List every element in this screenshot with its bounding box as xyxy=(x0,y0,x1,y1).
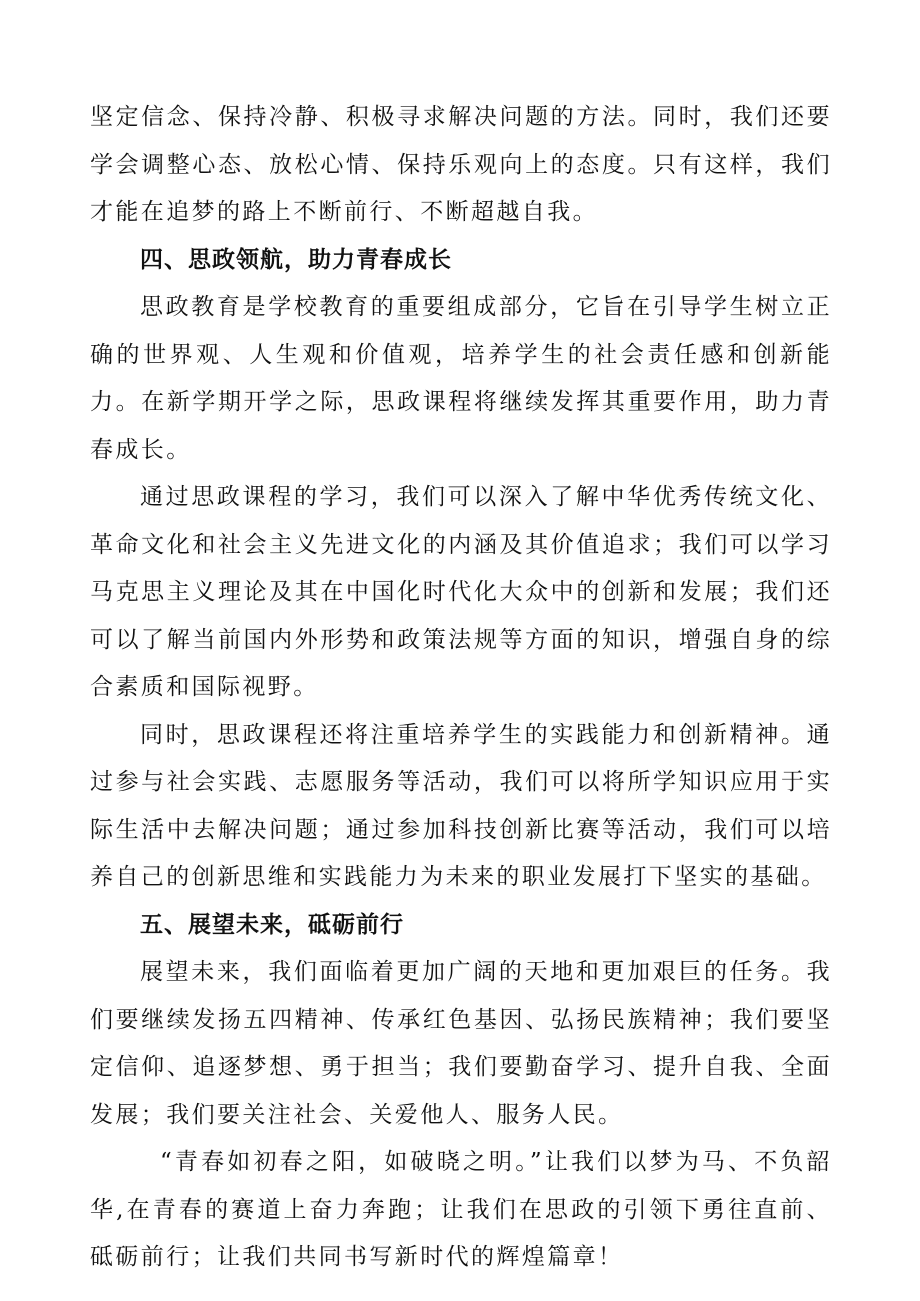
section-heading-5: 五、展望未来，砥砺前行 xyxy=(140,911,404,938)
paragraph-future-outlook: 展望未来，我们面临着更加广阔的天地和更加艰巨的任务。我们要继续发扬五四精神、传承红色基因、弘扬民族精神；我们要坚定信仰、追逐梦想、勇于担当；我们要勤奋学习、提升自我、全面发展；我们要关注社会、关爱他人、服务人民。 xyxy=(90,959,832,1128)
paragraph-course-learning: 通过思政课程的学习，我们可以深入了解中华优秀传统文化、革命文化和社会主义先进文化的内涵及其价值追求；我们可以学习马克思主义理论及其在中国化时代化大众中的创新和发展；我们还可以了解当前国内外形势和政策法规等方面的知识，增强自身的综合素质和国际视野。 xyxy=(90,484,832,700)
paragraph-closing-quote: “青春如初春之阳，如破晓之明。”让我们以梦为马、不负韶华,在青春的赛道上奋力奔跑；让我们在思政的引领下勇往直前、砥砺前行；让我们共同书写新时代的辉煌篇章！ xyxy=(90,1149,832,1270)
paragraph-continuation: 坚定信念、保持冷静、积极寻求解决问题的方法。同时，我们还要学会调整心态、放松心情、保持乐观向上的态度。只有这样，我们才能在追梦的路上不断前行、不断超越自我。 xyxy=(90,104,832,225)
document-body xyxy=(90,94,832,1282)
paragraph-ideology-education: 思政教育是学校教育的重要组成部分，它旨在引导学生树立正确的世界观、人生观和价值观，培养学生的社会责任感和创新能力。在新学期开学之际，思政课程将继续发挥其重要作用，助力青春成长。 xyxy=(90,294,832,463)
paragraph-practice-ability: 同时，思政课程还将注重培养学生的实践能力和创新精神。通过参与社会实践、志愿服务等活动，我们可以将所学知识应用于实际生活中去解决问题；通过参加科技创新比赛等活动，我们可以培养自己的创新思维和实践能力为未来的职业发展打下坚实的基础。 xyxy=(90,721,832,890)
section-heading-4: 四、思政领航，助力青春成长 xyxy=(140,246,452,273)
